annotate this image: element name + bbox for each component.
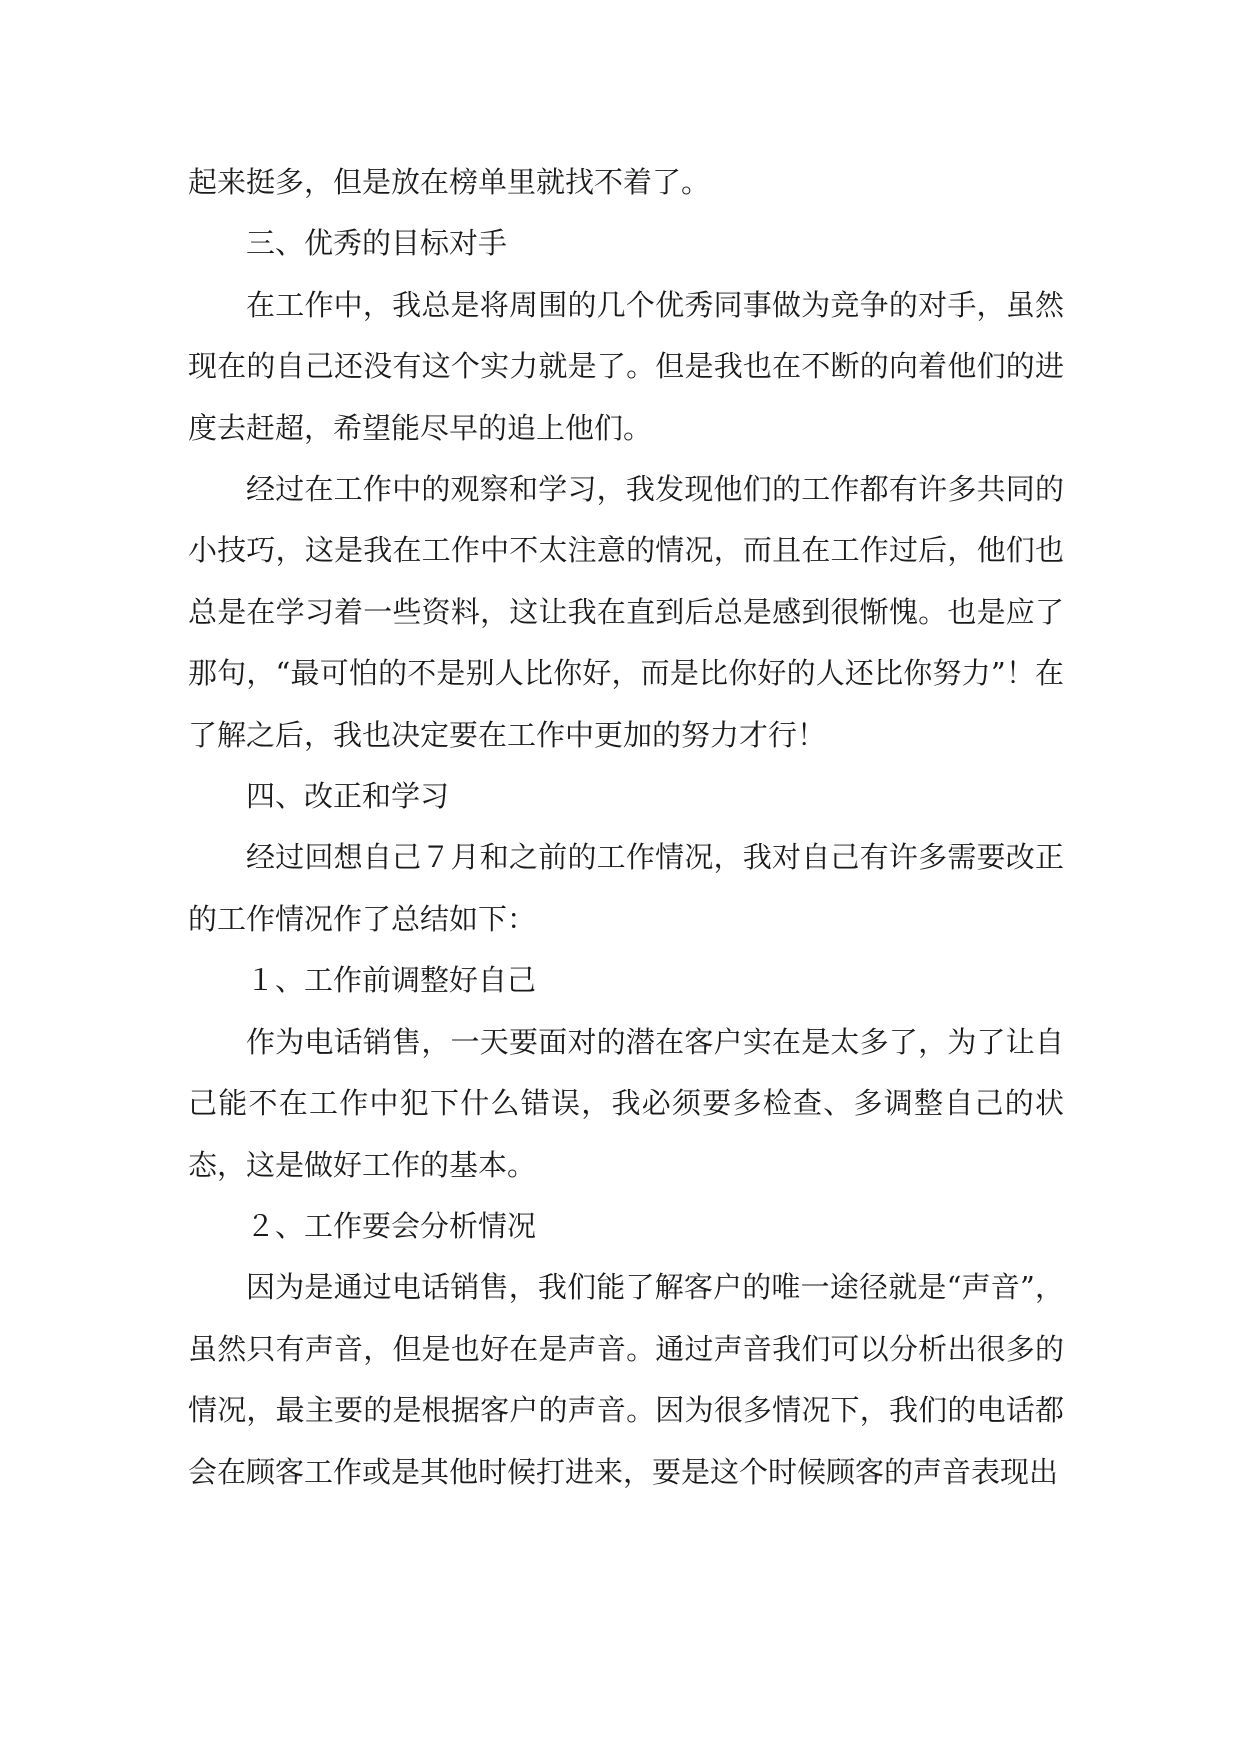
paragraph: 经过回想自己７月和之前的工作情况，我对自己有许多需要改正的工作情况作了总结如下：	[188, 840, 1064, 936]
subheading-2: ２、工作要会分析情况	[246, 1208, 537, 1243]
paragraph: 在工作中，我总是将周围的几个优秀同事做为竞争的对手，虽然现在的自己还没有这个实力就是了。但是我也在不断的向着他们的进度去赶超，希望能尽早的追上他们。	[188, 287, 1064, 445]
paragraph-continuation: 起来挺多，但是放在榜单里就找不着了。	[188, 165, 711, 199]
subheading-1: １、工作前调整好自己	[246, 963, 537, 998]
paragraph: 经过在工作中的观察和学习，我发现他们的工作都有许多共同的小技巧，这是我在工作中不太注意的情况，而且在工作过后，他们也总是在学习着一些资料，这让我在直到后总是感到很惭愧。也是应了那句，“最可怕的不是别人比你好，而是比你好的人还比你努力”！在了解之后，我也决定要在工作中更加的努力才行！	[188, 472, 1064, 752]
paragraph: 因为是通过电话销售，我们能了解客户的唯一途径就是“声音”，虽然只有声音，但是也好在是声音。通过声音我们可以分析出很多的情况，最主要的是根据客户的声音。因为很多情况下，我们的电话都会在顾客工作或是其他时候打进来，要是这个时候顾客的声音表现出	[188, 1270, 1064, 1489]
section-heading-4: 四、改正和学习	[246, 779, 450, 814]
paragraph: 作为电话销售，一天要面对的潜在客户实在是太多了，为了让自己能不在工作中犯下什么错误，我必须要多检查、多调整自己的状态，这是做好工作的基本。	[188, 1024, 1064, 1182]
section-heading-3: 三、优秀的目标对手	[246, 226, 508, 261]
document-body	[188, 152, 1064, 1503]
